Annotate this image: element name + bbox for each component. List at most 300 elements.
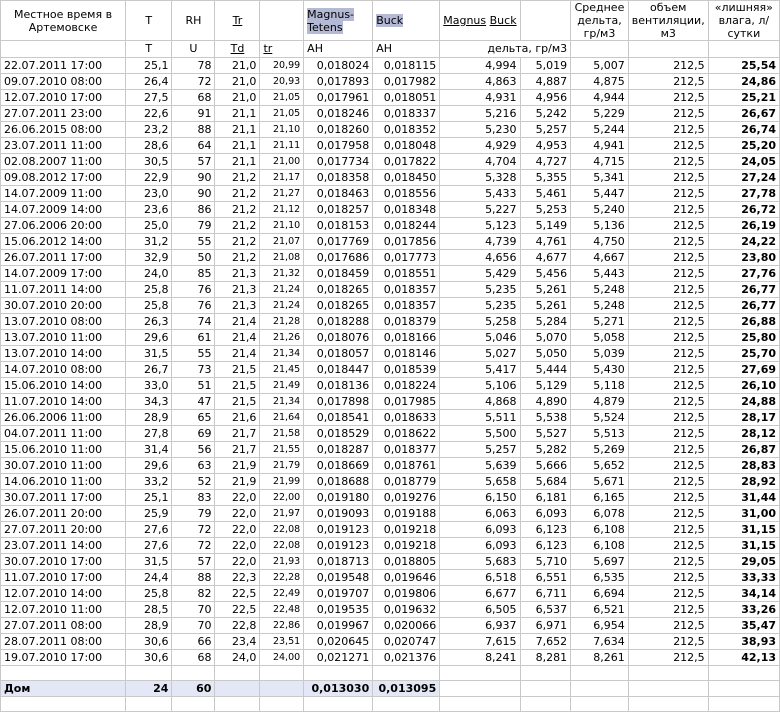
cell-t[interactable]: 26,7	[126, 362, 172, 378]
cell-excess-moisture[interactable]: 25,21	[708, 90, 779, 106]
cell-delta-magnus[interactable]: 6,677	[440, 586, 520, 602]
cell-ah-magnus[interactable]: 0,018057	[304, 346, 373, 362]
cell-date[interactable]: 30.07.2010 20:00	[1, 298, 126, 314]
cell-ah-buck[interactable]: 0,018337	[373, 106, 440, 122]
cell-tr[interactable]: 21,45	[260, 362, 304, 378]
cell-tr[interactable]: 21,97	[260, 506, 304, 522]
cell-delta-buck[interactable]: 4,953	[520, 138, 571, 154]
cell-t[interactable]: 33,0	[126, 378, 172, 394]
empty-cell[interactable]	[520, 666, 571, 681]
cell-tr[interactable]: 20,99	[260, 58, 304, 74]
cell-ah-magnus[interactable]: 0,018287	[304, 442, 373, 458]
cell-tr[interactable]: 22,86	[260, 618, 304, 634]
cell-tr[interactable]: 22,08	[260, 522, 304, 538]
cell-ah-buck[interactable]: 0,019276	[373, 490, 440, 506]
cell-ah-magnus[interactable]: 0,018688	[304, 474, 373, 490]
home-t[interactable]: 24	[126, 681, 172, 697]
cell-delta-magnus[interactable]: 4,994	[440, 58, 520, 74]
cell-td[interactable]: 21,4	[215, 330, 260, 346]
cell-ventilation[interactable]: 212,5	[628, 538, 708, 554]
cell-date[interactable]: 12.07.2010 17:00	[1, 90, 126, 106]
cell-ah-magnus[interactable]: 0,021271	[304, 650, 373, 666]
cell-td[interactable]: 21,5	[215, 362, 260, 378]
cell-ventilation[interactable]: 212,5	[628, 90, 708, 106]
cell-ah-magnus[interactable]: 0,018529	[304, 426, 373, 442]
cell-avg-delta[interactable]: 4,944	[571, 90, 629, 106]
cell-delta-buck[interactable]: 5,355	[520, 170, 571, 186]
cell-td[interactable]: 21,0	[215, 58, 260, 74]
cell-td[interactable]: 21,2	[215, 234, 260, 250]
cell-excess-moisture[interactable]: 27,78	[708, 186, 779, 202]
cell-rh[interactable]: 68	[172, 650, 215, 666]
cell-ventilation[interactable]: 212,5	[628, 170, 708, 186]
cell-avg-delta[interactable]: 5,671	[571, 474, 629, 490]
cell-tr[interactable]: 21,34	[260, 346, 304, 362]
cell-ah-magnus[interactable]: 0,018024	[304, 58, 373, 74]
home-tr[interactable]	[260, 681, 304, 697]
cell-date[interactable]: 14.07.2009 17:00	[1, 266, 126, 282]
cell-excess-moisture[interactable]: 27,24	[708, 170, 779, 186]
cell-avg-delta[interactable]: 5,136	[571, 218, 629, 234]
cell-tr[interactable]: 21,08	[260, 250, 304, 266]
cell-ah-magnus[interactable]: 0,018076	[304, 330, 373, 346]
cell-delta-buck[interactable]: 5,129	[520, 378, 571, 394]
cell-excess-moisture[interactable]: 31,44	[708, 490, 779, 506]
cell-rh[interactable]: 69	[172, 426, 215, 442]
empty-cell[interactable]	[260, 666, 304, 681]
cell-rh[interactable]: 90	[172, 170, 215, 186]
empty-cell[interactable]	[126, 666, 172, 681]
header-magnus-tetens[interactable]: Magnus-Tetens	[304, 1, 373, 41]
cell-delta-magnus[interactable]: 5,230	[440, 122, 520, 138]
cell-avg-delta[interactable]: 7,634	[571, 634, 629, 650]
cell-delta-magnus[interactable]: 5,235	[440, 298, 520, 314]
cell-delta-buck[interactable]: 6,971	[520, 618, 571, 634]
cell-td[interactable]: 21,4	[215, 314, 260, 330]
cell-ah-buck[interactable]: 0,018622	[373, 426, 440, 442]
header2-ah-magnus[interactable]: AH	[304, 41, 373, 58]
cell-excess-moisture[interactable]: 34,14	[708, 586, 779, 602]
cell-t[interactable]: 32,9	[126, 250, 172, 266]
cell-ventilation[interactable]: 212,5	[628, 474, 708, 490]
cell-date[interactable]: 15.06.2010 14:00	[1, 378, 126, 394]
cell-td[interactable]: 22,3	[215, 570, 260, 586]
cell-ah-buck[interactable]: 0,018224	[373, 378, 440, 394]
cell-rh[interactable]: 57	[172, 154, 215, 170]
cell-excess-moisture[interactable]: 27,76	[708, 266, 779, 282]
cell-excess-moisture[interactable]: 25,80	[708, 330, 779, 346]
cell-tr[interactable]: 21,07	[260, 234, 304, 250]
cell-avg-delta[interactable]: 4,879	[571, 394, 629, 410]
header2-t[interactable]: T	[126, 41, 172, 58]
cell-td[interactable]: 22,0	[215, 490, 260, 506]
cell-avg-delta[interactable]: 6,108	[571, 522, 629, 538]
cell-rh[interactable]: 66	[172, 634, 215, 650]
empty-cell[interactable]	[571, 666, 629, 681]
cell-tr[interactable]: 21,24	[260, 282, 304, 298]
cell-date[interactable]: 15.06.2010 11:00	[1, 442, 126, 458]
cell-date[interactable]: 30.07.2011 17:00	[1, 490, 126, 506]
cell-delta-magnus[interactable]: 4,863	[440, 74, 520, 90]
cell-ah-magnus[interactable]: 0,017734	[304, 154, 373, 170]
cell-tr[interactable]: 22,00	[260, 490, 304, 506]
empty-cell[interactable]	[172, 697, 215, 712]
cell-ah-buck[interactable]: 0,018115	[373, 58, 440, 74]
empty-cell[interactable]	[440, 666, 520, 681]
cell-ah-magnus[interactable]: 0,020645	[304, 634, 373, 650]
cell-ventilation[interactable]: 212,5	[628, 634, 708, 650]
cell-td[interactable]: 21,9	[215, 474, 260, 490]
cell-avg-delta[interactable]: 6,535	[571, 570, 629, 586]
header2-empty[interactable]	[1, 41, 126, 58]
cell-ventilation[interactable]: 212,5	[628, 330, 708, 346]
cell-ah-magnus[interactable]: 0,019967	[304, 618, 373, 634]
cell-td[interactable]: 21,6	[215, 410, 260, 426]
cell-avg-delta[interactable]: 5,248	[571, 298, 629, 314]
cell-excess-moisture[interactable]: 24,86	[708, 74, 779, 90]
cell-excess-moisture[interactable]: 26,67	[708, 106, 779, 122]
cell-ah-magnus[interactable]: 0,019123	[304, 522, 373, 538]
cell-avg-delta[interactable]: 6,078	[571, 506, 629, 522]
cell-delta-buck[interactable]: 7,652	[520, 634, 571, 650]
cell-excess-moisture[interactable]: 23,80	[708, 250, 779, 266]
cell-td[interactable]: 21,1	[215, 138, 260, 154]
cell-excess-moisture[interactable]: 28,17	[708, 410, 779, 426]
empty-cell[interactable]	[571, 697, 629, 712]
cell-excess-moisture[interactable]: 33,33	[708, 570, 779, 586]
cell-td[interactable]: 22,5	[215, 602, 260, 618]
cell-ventilation[interactable]: 212,5	[628, 426, 708, 442]
cell-date[interactable]: 22.07.2011 17:00	[1, 58, 126, 74]
cell-td[interactable]: 24,0	[215, 650, 260, 666]
cell-tr[interactable]: 21,05	[260, 106, 304, 122]
cell-rh[interactable]: 55	[172, 346, 215, 362]
cell-delta-buck[interactable]: 5,444	[520, 362, 571, 378]
cell-ah-magnus[interactable]: 0,019180	[304, 490, 373, 506]
cell-excess-moisture[interactable]: 25,54	[708, 58, 779, 74]
cell-t[interactable]: 30,5	[126, 154, 172, 170]
cell-tr[interactable]: 21,10	[260, 218, 304, 234]
empty-cell[interactable]	[373, 697, 440, 712]
cell-td[interactable]: 21,3	[215, 298, 260, 314]
empty-cell[interactable]	[1, 697, 126, 712]
cell-ah-buck[interactable]: 0,018551	[373, 266, 440, 282]
cell-ah-buck[interactable]: 0,018051	[373, 90, 440, 106]
cell-rh[interactable]: 56	[172, 442, 215, 458]
cell-delta-magnus[interactable]: 4,704	[440, 154, 520, 170]
cell-ah-magnus[interactable]: 0,017958	[304, 138, 373, 154]
cell-avg-delta[interactable]: 5,007	[571, 58, 629, 74]
header2-empty-5[interactable]	[708, 41, 779, 58]
cell-rh[interactable]: 88	[172, 122, 215, 138]
cell-date[interactable]: 27.07.2011 20:00	[1, 522, 126, 538]
cell-rh[interactable]: 52	[172, 474, 215, 490]
cell-date[interactable]: 13.07.2010 14:00	[1, 346, 126, 362]
cell-ah-magnus[interactable]: 0,019123	[304, 538, 373, 554]
home-empty-cell[interactable]	[571, 681, 629, 697]
cell-rh[interactable]: 90	[172, 186, 215, 202]
cell-date[interactable]: 27.06.2006 20:00	[1, 218, 126, 234]
cell-ventilation[interactable]: 212,5	[628, 282, 708, 298]
cell-ventilation[interactable]: 212,5	[628, 186, 708, 202]
cell-td[interactable]: 22,0	[215, 554, 260, 570]
cell-ah-magnus[interactable]: 0,017893	[304, 74, 373, 90]
cell-delta-magnus[interactable]: 5,257	[440, 442, 520, 458]
cell-delta-magnus[interactable]: 5,027	[440, 346, 520, 362]
cell-avg-delta[interactable]: 4,715	[571, 154, 629, 170]
cell-delta-magnus[interactable]: 5,258	[440, 314, 520, 330]
cell-delta-buck[interactable]: 6,551	[520, 570, 571, 586]
cell-t[interactable]: 31,4	[126, 442, 172, 458]
cell-date[interactable]: 13.07.2010 08:00	[1, 314, 126, 330]
cell-ah-buck[interactable]: 0,017773	[373, 250, 440, 266]
cell-ventilation[interactable]: 212,5	[628, 394, 708, 410]
cell-ventilation[interactable]: 212,5	[628, 506, 708, 522]
cell-ah-buck[interactable]: 0,018633	[373, 410, 440, 426]
cell-t[interactable]: 27,8	[126, 426, 172, 442]
cell-delta-buck[interactable]: 5,242	[520, 106, 571, 122]
cell-rh[interactable]: 72	[172, 522, 215, 538]
cell-td[interactable]: 21,9	[215, 458, 260, 474]
cell-delta-buck[interactable]: 8,281	[520, 650, 571, 666]
cell-rh[interactable]: 55	[172, 234, 215, 250]
cell-rh[interactable]: 82	[172, 586, 215, 602]
cell-delta-buck[interactable]: 5,261	[520, 298, 571, 314]
cell-rh[interactable]: 50	[172, 250, 215, 266]
cell-delta-magnus[interactable]: 5,123	[440, 218, 520, 234]
cell-t[interactable]: 25,1	[126, 58, 172, 74]
cell-td[interactable]: 21,5	[215, 394, 260, 410]
cell-t[interactable]: 25,8	[126, 282, 172, 298]
cell-delta-magnus[interactable]: 5,106	[440, 378, 520, 394]
cell-date[interactable]: 11.07.2010 14:00	[1, 394, 126, 410]
cell-excess-moisture[interactable]: 25,70	[708, 346, 779, 362]
cell-ah-buck[interactable]: 0,019218	[373, 538, 440, 554]
cell-td[interactable]: 21,3	[215, 266, 260, 282]
cell-rh[interactable]: 57	[172, 554, 215, 570]
cell-rh[interactable]: 91	[172, 106, 215, 122]
cell-delta-magnus[interactable]: 5,433	[440, 186, 520, 202]
cell-ventilation[interactable]: 212,5	[628, 602, 708, 618]
cell-ah-buck[interactable]: 0,018377	[373, 442, 440, 458]
cell-delta-buck[interactable]: 5,527	[520, 426, 571, 442]
cell-date[interactable]: 14.07.2009 14:00	[1, 202, 126, 218]
cell-ah-magnus[interactable]: 0,018459	[304, 266, 373, 282]
cell-avg-delta[interactable]: 4,667	[571, 250, 629, 266]
cell-ah-magnus[interactable]: 0,018257	[304, 202, 373, 218]
home-td[interactable]	[215, 681, 260, 697]
cell-t[interactable]: 28,5	[126, 602, 172, 618]
cell-ventilation[interactable]: 212,5	[628, 122, 708, 138]
cell-avg-delta[interactable]: 4,750	[571, 234, 629, 250]
cell-delta-buck[interactable]: 4,727	[520, 154, 571, 170]
cell-ah-magnus[interactable]: 0,018541	[304, 410, 373, 426]
cell-rh[interactable]: 63	[172, 458, 215, 474]
cell-delta-buck[interactable]: 5,461	[520, 186, 571, 202]
cell-delta-buck[interactable]: 6,537	[520, 602, 571, 618]
cell-date[interactable]: 26.06.2015 08:00	[1, 122, 126, 138]
cell-tr[interactable]: 21,58	[260, 426, 304, 442]
cell-ah-buck[interactable]: 0,017822	[373, 154, 440, 170]
cell-excess-moisture[interactable]: 28,12	[708, 426, 779, 442]
cell-rh[interactable]: 76	[172, 298, 215, 314]
cell-ventilation[interactable]: 212,5	[628, 362, 708, 378]
cell-tr[interactable]: 21,26	[260, 330, 304, 346]
cell-ah-magnus[interactable]: 0,018358	[304, 170, 373, 186]
cell-td[interactable]: 21,1	[215, 154, 260, 170]
cell-avg-delta[interactable]: 5,240	[571, 202, 629, 218]
header-t[interactable]: T	[126, 1, 172, 41]
cell-td[interactable]: 22,0	[215, 506, 260, 522]
header2-tr[interactable]: tr	[260, 41, 304, 58]
cell-t[interactable]: 25,9	[126, 506, 172, 522]
cell-date[interactable]: 27.07.2011 23:00	[1, 106, 126, 122]
cell-date[interactable]: 27.07.2011 08:00	[1, 618, 126, 634]
cell-delta-magnus[interactable]: 5,235	[440, 282, 520, 298]
cell-t[interactable]: 31,5	[126, 346, 172, 362]
cell-ah-magnus[interactable]: 0,018447	[304, 362, 373, 378]
cell-excess-moisture[interactable]: 24,22	[708, 234, 779, 250]
cell-avg-delta[interactable]: 5,524	[571, 410, 629, 426]
cell-tr[interactable]: 21,05	[260, 90, 304, 106]
cell-rh[interactable]: 68	[172, 90, 215, 106]
cell-t[interactable]: 30,6	[126, 634, 172, 650]
cell-date[interactable]: 04.07.2011 11:00	[1, 426, 126, 442]
cell-date[interactable]: 12.07.2010 14:00	[1, 586, 126, 602]
cell-delta-buck[interactable]: 6,711	[520, 586, 571, 602]
cell-ah-buck[interactable]: 0,019806	[373, 586, 440, 602]
cell-ah-magnus[interactable]: 0,018463	[304, 186, 373, 202]
cell-ventilation[interactable]: 212,5	[628, 570, 708, 586]
cell-excess-moisture[interactable]: 31,15	[708, 538, 779, 554]
cell-rh[interactable]: 74	[172, 314, 215, 330]
cell-date[interactable]: 11.07.2011 14:00	[1, 282, 126, 298]
cell-t[interactable]: 26,3	[126, 314, 172, 330]
cell-avg-delta[interactable]: 5,513	[571, 426, 629, 442]
cell-rh[interactable]: 65	[172, 410, 215, 426]
cell-tr[interactable]: 21,32	[260, 266, 304, 282]
cell-rh[interactable]: 70	[172, 618, 215, 634]
home-label[interactable]: Дом	[1, 681, 126, 697]
cell-delta-magnus[interactable]: 5,328	[440, 170, 520, 186]
cell-excess-moisture[interactable]: 38,93	[708, 634, 779, 650]
cell-ah-magnus[interactable]: 0,017686	[304, 250, 373, 266]
cell-delta-magnus[interactable]: 6,150	[440, 490, 520, 506]
cell-ah-magnus[interactable]: 0,018260	[304, 122, 373, 138]
cell-tr[interactable]: 21,28	[260, 314, 304, 330]
cell-td[interactable]: 21,0	[215, 74, 260, 90]
cell-ah-buck[interactable]: 0,018048	[373, 138, 440, 154]
empty-cell[interactable]	[126, 697, 172, 712]
cell-delta-buck[interactable]: 5,050	[520, 346, 571, 362]
header-tr[interactable]: Tr	[215, 1, 260, 41]
cell-date[interactable]: 28.07.2011 08:00	[1, 634, 126, 650]
cell-t[interactable]: 24,4	[126, 570, 172, 586]
cell-date[interactable]: 11.07.2010 17:00	[1, 570, 126, 586]
cell-ventilation[interactable]: 212,5	[628, 554, 708, 570]
cell-avg-delta[interactable]: 5,248	[571, 282, 629, 298]
cell-td[interactable]: 21,2	[215, 186, 260, 202]
cell-avg-delta[interactable]: 5,443	[571, 266, 629, 282]
cell-excess-moisture[interactable]: 42,13	[708, 650, 779, 666]
cell-avg-delta[interactable]: 4,875	[571, 74, 629, 90]
cell-td[interactable]: 21,7	[215, 426, 260, 442]
cell-t[interactable]: 22,6	[126, 106, 172, 122]
cell-date[interactable]: 26.07.2011 17:00	[1, 250, 126, 266]
home-rh[interactable]: 60	[172, 681, 215, 697]
cell-ah-buck[interactable]: 0,018779	[373, 474, 440, 490]
cell-t[interactable]: 34,3	[126, 394, 172, 410]
cell-ah-buck[interactable]: 0,017985	[373, 394, 440, 410]
cell-t[interactable]: 29,6	[126, 330, 172, 346]
cell-rh[interactable]: 86	[172, 202, 215, 218]
cell-delta-magnus[interactable]: 5,500	[440, 426, 520, 442]
cell-t[interactable]: 25,8	[126, 586, 172, 602]
cell-excess-moisture[interactable]: 31,15	[708, 522, 779, 538]
cell-tr[interactable]: 21,00	[260, 154, 304, 170]
cell-rh[interactable]: 72	[172, 538, 215, 554]
cell-delta-magnus[interactable]: 5,429	[440, 266, 520, 282]
cell-ah-magnus[interactable]: 0,018265	[304, 298, 373, 314]
cell-delta-buck[interactable]: 4,677	[520, 250, 571, 266]
header-empty-2[interactable]	[520, 1, 571, 41]
cell-date[interactable]: 23.07.2011 11:00	[1, 138, 126, 154]
cell-date[interactable]: 14.07.2010 08:00	[1, 362, 126, 378]
cell-ah-magnus[interactable]: 0,018288	[304, 314, 373, 330]
cell-rh[interactable]: 64	[172, 138, 215, 154]
cell-td[interactable]: 22,0	[215, 538, 260, 554]
cell-t[interactable]: 23,6	[126, 202, 172, 218]
cell-t[interactable]: 27,5	[126, 90, 172, 106]
cell-ventilation[interactable]: 212,5	[628, 314, 708, 330]
header-local-time[interactable]: Местное время в Артемовске	[1, 1, 126, 41]
cell-ah-magnus[interactable]: 0,018246	[304, 106, 373, 122]
empty-cell[interactable]	[215, 666, 260, 681]
home-ah-buck[interactable]: 0,013095	[373, 681, 440, 697]
cell-ventilation[interactable]: 212,5	[628, 202, 708, 218]
cell-delta-buck[interactable]: 5,019	[520, 58, 571, 74]
cell-avg-delta[interactable]: 5,697	[571, 554, 629, 570]
cell-delta-magnus[interactable]: 5,639	[440, 458, 520, 474]
cell-delta-magnus[interactable]: 5,511	[440, 410, 520, 426]
cell-ah-magnus[interactable]: 0,019707	[304, 586, 373, 602]
cell-ventilation[interactable]: 212,5	[628, 298, 708, 314]
cell-td[interactable]: 21,1	[215, 106, 260, 122]
cell-tr[interactable]: 22,49	[260, 586, 304, 602]
cell-td[interactable]: 21,3	[215, 282, 260, 298]
cell-ventilation[interactable]: 212,5	[628, 234, 708, 250]
cell-ah-magnus[interactable]: 0,018153	[304, 218, 373, 234]
cell-avg-delta[interactable]: 5,271	[571, 314, 629, 330]
home-empty-cell[interactable]	[440, 681, 520, 697]
cell-rh[interactable]: 78	[172, 58, 215, 74]
cell-date[interactable]: 30.07.2010 17:00	[1, 554, 126, 570]
cell-excess-moisture[interactable]: 26,72	[708, 202, 779, 218]
header-ventilation[interactable]: объем вентиляции, м3	[628, 1, 708, 41]
cell-excess-moisture[interactable]: 24,88	[708, 394, 779, 410]
cell-rh[interactable]: 47	[172, 394, 215, 410]
header2-empty-4[interactable]	[628, 41, 708, 58]
cell-date[interactable]: 12.07.2010 11:00	[1, 602, 126, 618]
cell-t[interactable]: 26,4	[126, 74, 172, 90]
cell-td[interactable]: 21,2	[215, 250, 260, 266]
cell-delta-buck[interactable]: 6,093	[520, 506, 571, 522]
cell-excess-moisture[interactable]: 26,77	[708, 282, 779, 298]
cell-delta-magnus[interactable]: 4,656	[440, 250, 520, 266]
cell-ventilation[interactable]: 212,5	[628, 106, 708, 122]
cell-avg-delta[interactable]: 5,341	[571, 170, 629, 186]
cell-tr[interactable]: 24,00	[260, 650, 304, 666]
